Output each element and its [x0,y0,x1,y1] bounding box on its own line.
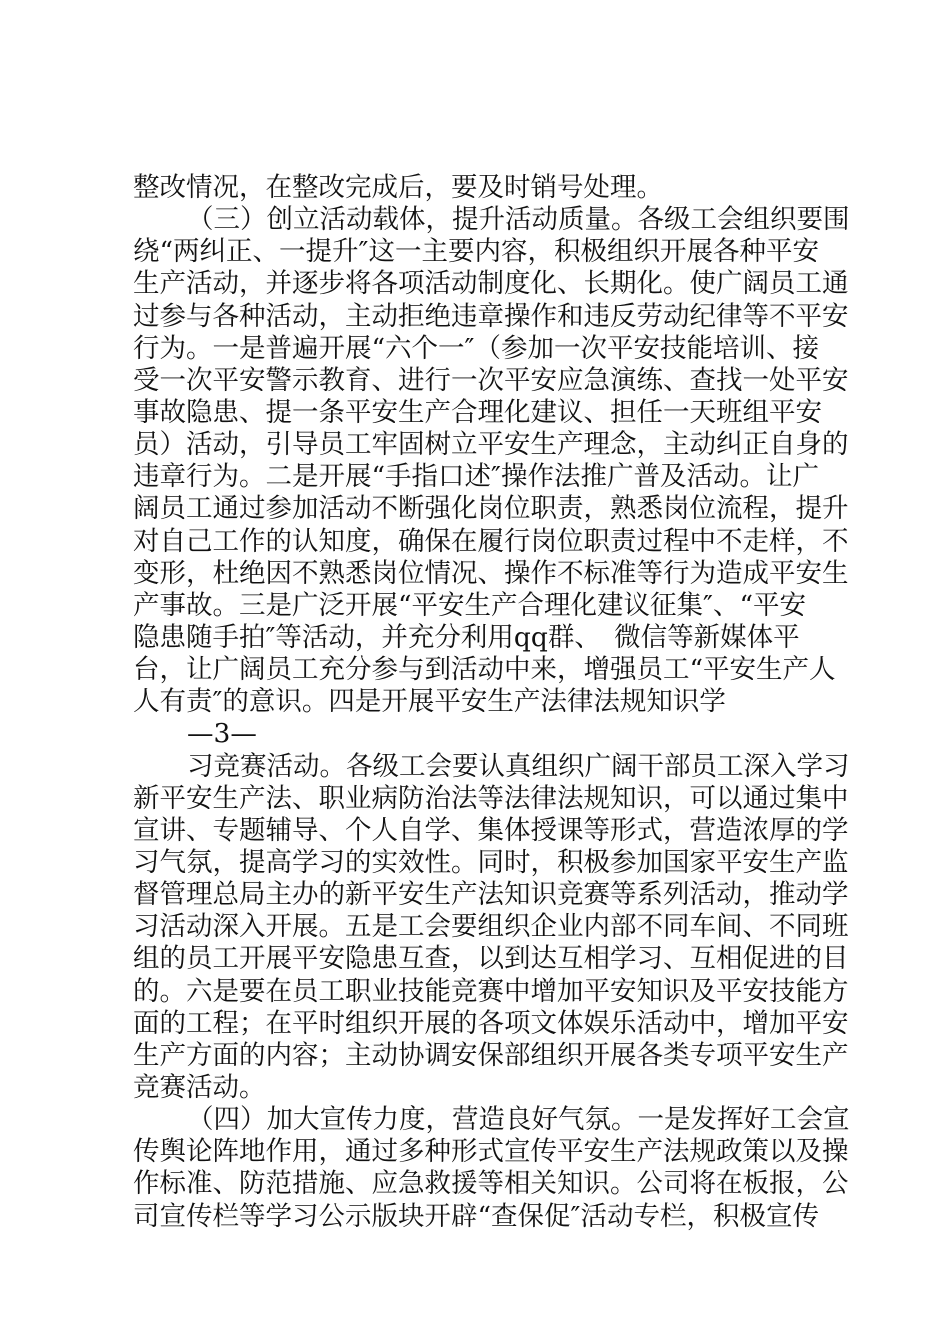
text-line: 面的工程；在平时组织开展的各项文体娱乐活动中，增加平安 [133,1007,849,1039]
text-line: 新平安生产法、职业病防治法等法律法规知识，可以通过集中 [133,782,849,814]
text-line: 整改情况，在整改完成后，要及时销号处理。 [133,172,663,203]
text-line: 作标准、防范措施、应急救援等相关知识。公司将在板报，公 [133,1168,849,1200]
text-line: 司宣传栏等学习公示版块开辟“查保促″活动专栏，积极宣传 [133,1200,819,1232]
text-line: 变形，杜绝因不熟悉岗位情况、操作不标准等行为造成平安生 [133,557,849,589]
text-line: 习气氛，提高学习的实效性。同时，积极参加国家平安生产监 [133,846,849,878]
document-body [133,172,850,1233]
text-line: 阔员工通过参加活动不断强化岗位职责，熟悉岗位流程，提升 [133,493,849,525]
page-number: —3— [187,718,257,750]
text-line: 的。六是要在员工职业技能竞赛中增加平安知识及平安技能方 [133,975,849,1007]
text-line: 生产活动，并逐步将各项活动制度化、长期化。使广阔员工通 [133,268,849,300]
text-line: 行为。一是普遍开展“六个一″（参加一次平安技能培训、接 [133,332,819,364]
text-line: 事故隐患、提一条平安生产合理化建议、担任一天班组平安 [133,396,822,428]
text-line: 隐患随手拍″等活动，并充分利用qq群、 微信等新媒体平 [133,621,800,653]
text-line: 违章行为。二是开展“手指口述″操作法推广普及活动。让广 [133,461,819,493]
text-line: 习活动深入开展。五是工会要组织企业内部不同车间、不同班 [133,911,849,943]
text-line: 督管理总局主办的新平安生产法知识竞赛等系列活动，推动学 [133,879,849,911]
text-line: 过参与各种活动，主动拒绝违章操作和违反劳动纪律等不平安 [133,300,849,332]
text-line: 宣讲、专题辅导、个人自学、集体授课等形式，营造浓厚的学 [133,814,849,846]
text-line: 员）活动，引导员工牢固树立平安生产理念，主动纠正自身的 [133,429,849,461]
paragraph-start-line: 习竞赛活动。各级工会要认真组织广阔干部员工深入学习 [187,750,850,782]
text-line: 人有责″的意识。四是开展平安生产法律法规知识学 [133,686,726,718]
paragraph-start-line: （三）创立活动载体，提升活动质量。各级工会组织要围 [187,204,850,236]
text-line: 组的员工开展平安隐患互查，以到达互相学习、互相促进的目 [133,943,849,975]
text-line: 台，让广阔员工充分参与到活动中来，增强员工“平安生产人 [133,654,836,686]
text-line: 受一次平安警示教育、进行一次平安应急演练、查找一处平安 [133,364,849,396]
text-line: 产事故。三是广泛开展“平安生产合理化建议征集″、“平安 [133,589,806,621]
text-line: 绕“两纠正、一提升″这一主要内容，积极组织开展各种平安 [133,236,819,268]
text-line: 生产方面的内容；主动协调安保部组织开展各类专项平安生产 [133,1039,849,1071]
paragraph-start-line: （四）加大宣传力度，营造良好气氛。一是发挥好工会宣 [187,1104,850,1136]
text-line: 传舆论阵地作用，通过多种形式宣传平安生产法规政策以及操 [133,1136,849,1168]
text-line: 竞赛活动。 [133,1071,266,1103]
text-line: 对自己工作的认知度，确保在履行岗位职责过程中不走样，不 [133,525,849,557]
